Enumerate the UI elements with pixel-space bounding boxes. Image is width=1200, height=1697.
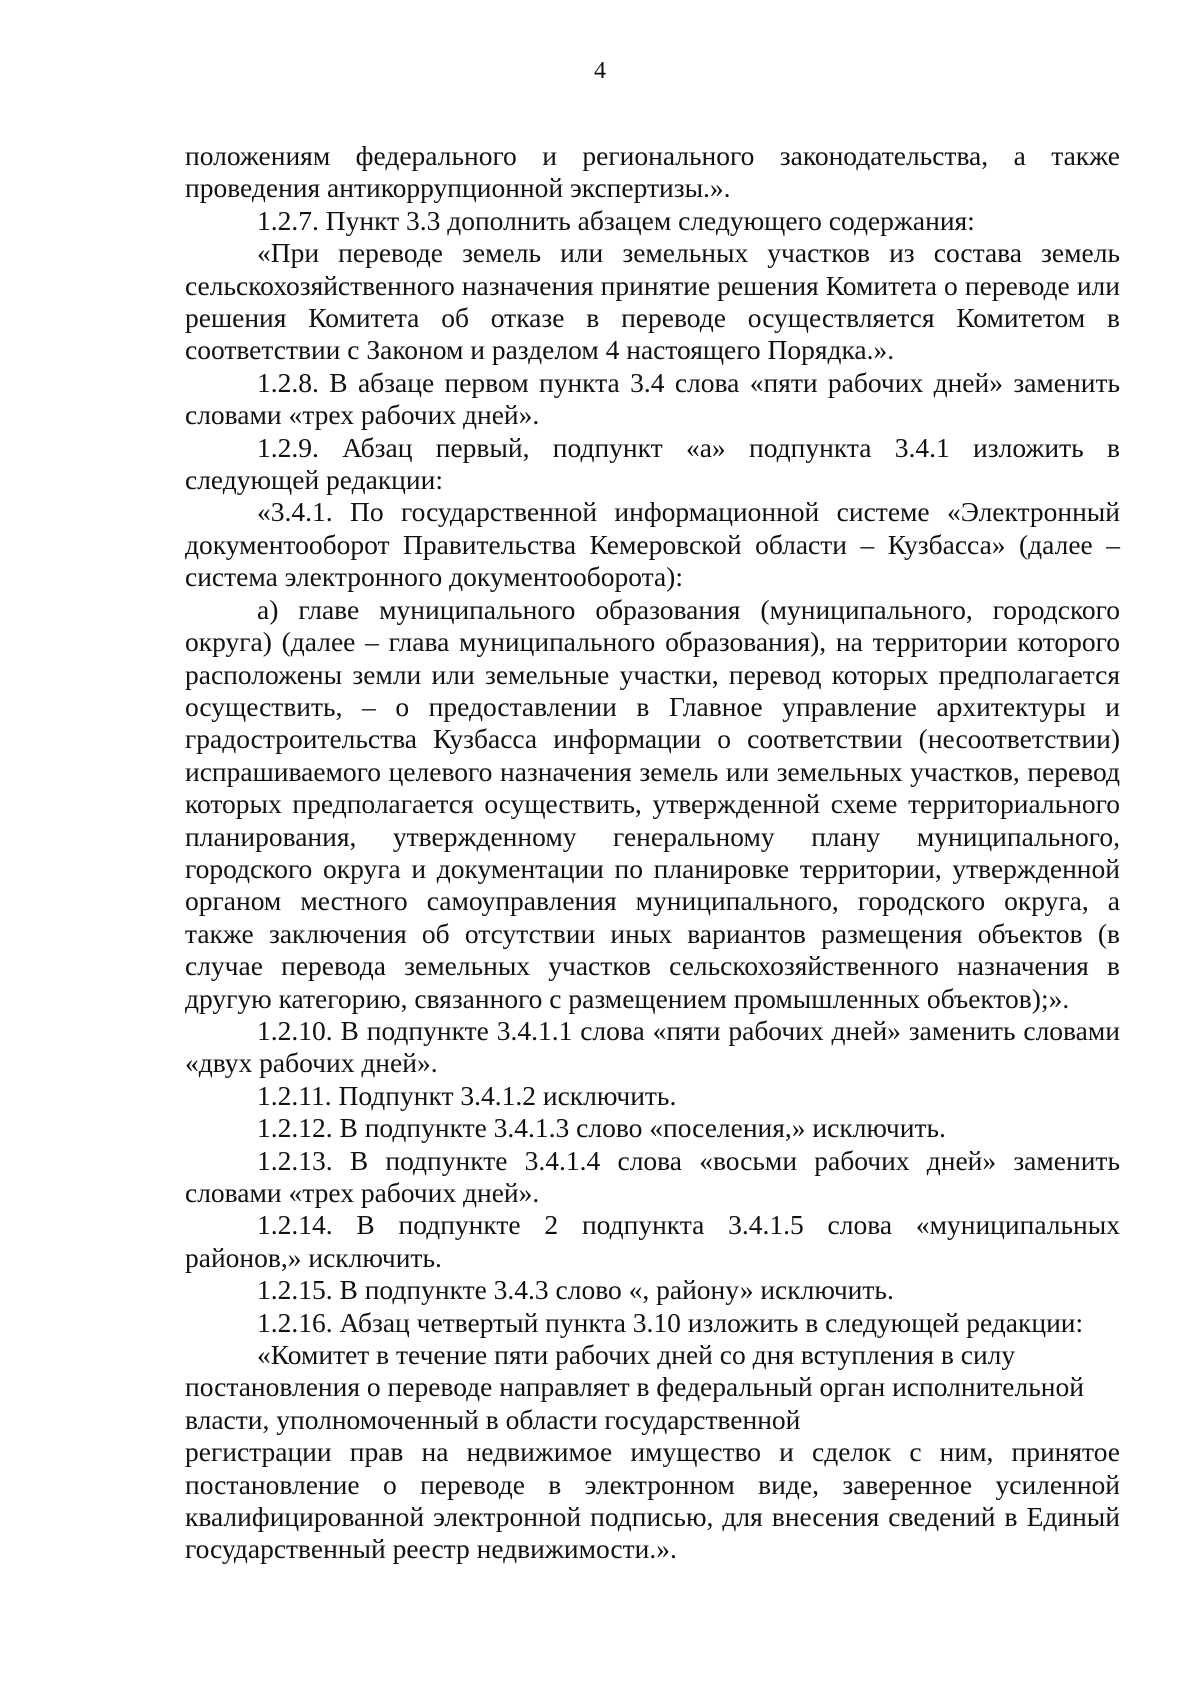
paragraph-subitem-a: а) главе муниципального образования (муниципального, городского округа) (далее – глава муниципального образования), на территории которого расположены земли или земельные участки, перевод которых предполагается осуществить, – о предоставлении в Главное управление архитектуры и градостроительства Кузбасса информации о соответствии (несоответствии) испрашиваемого целевого назначения земель или земельных участков, перевод которых предполагается осуществить, утвержденной схеме территориального планирования, утвержденному генеральному плану муниципального, городского округа и документации по планировке территории, утвержденной органом местного самоуправления муниципального, городского округа, а также заключения об отсутствии иных вариантов размещения объектов (в случае перевода земельных участков сельскохозяйственного назначения в другую категорию, связанного с размещением промышленных объектов);». (185, 593, 1120, 1014)
paragraph-quote-3-4-1: «3.4.1. По государственной информационной системе «Электронный документооборот Правительства Кемеровской области – Кузбасса» (далее – система электронного документооборота): (185, 496, 1120, 593)
paragraph-quote-3-3: «При переводе земель или земельных участков из состава земель сельскохозяйственного назначения принятие решения Комитета о переводе или решения Комитета об отказе в переводе осуществляется Комитетом в соответствии с Законом и разделом 4 настоящего Порядка.». (185, 237, 1120, 366)
paragraph-1-2-9: 1.2.9. Абзац первый, подпункт «а» подпункта 3.4.1 изложить в следующей редакции: (185, 431, 1120, 496)
page-number: 4 (594, 58, 606, 84)
paragraph-1-2-7: 1.2.7. Пункт 3.3 дополнить абзацем следующего содержания: (257, 204, 975, 236)
paragraph-quote-3-10-part2: регистрации прав на недвижимое имущество и сделок с ним, принятое постановление о переводе в электронном виде, заверенное усиленной квалифицированной электронной подписью, для внесения сведений в Единый государственный реестр недвижимости.». (185, 1436, 1120, 1565)
paragraph-continuation: положениям федерального и регионального законодательства, а также проведения антикоррупционной экспертизы.». (185, 140, 1120, 204)
document-body (185, 140, 1120, 1566)
paragraph-1-2-16: 1.2.16. Абзац четвертый пункта 3.10 изложить в следующей редакции: (257, 1306, 1084, 1338)
paragraph-1-2-10: 1.2.10. В подпункте 3.4.1.1 слова «пяти рабочих дней» заменить словами «двух рабочих дней». (185, 1014, 1120, 1079)
paragraph-1-2-11: 1.2.11. Подпункт 3.4.1.2 исключить. (257, 1079, 677, 1111)
paragraph-1-2-14: 1.2.14. В подпункте 2 подпункта 3.4.1.5 слова «муниципальных районов,» исключить. (185, 1209, 1120, 1273)
paragraph-1-2-8: 1.2.8. В абзаце первом пункта 3.4 слова «пяти рабочих дней» заменить словами «трех рабочих дней». (185, 366, 1120, 431)
paragraph-1-2-13: 1.2.13. В подпункте 3.4.1.4 слова «восьми рабочих дней» заменить словами «трех рабочих дней». (185, 1144, 1120, 1208)
paragraph-quote-3-10-part1: «Комитет в течение пяти рабочих дней со дня вступления в силу постановления о переводе направляет в федеральный орган исполнительной власти, уполномоченный в области государственной (185, 1339, 1084, 1435)
paragraph-1-2-12: 1.2.12. В подпункте 3.4.1.3 слово «поселения,» исключить. (257, 1112, 946, 1144)
paragraph-1-2-15: 1.2.15. В подпункте 3.4.3 слово «, району» исключить. (257, 1274, 894, 1306)
